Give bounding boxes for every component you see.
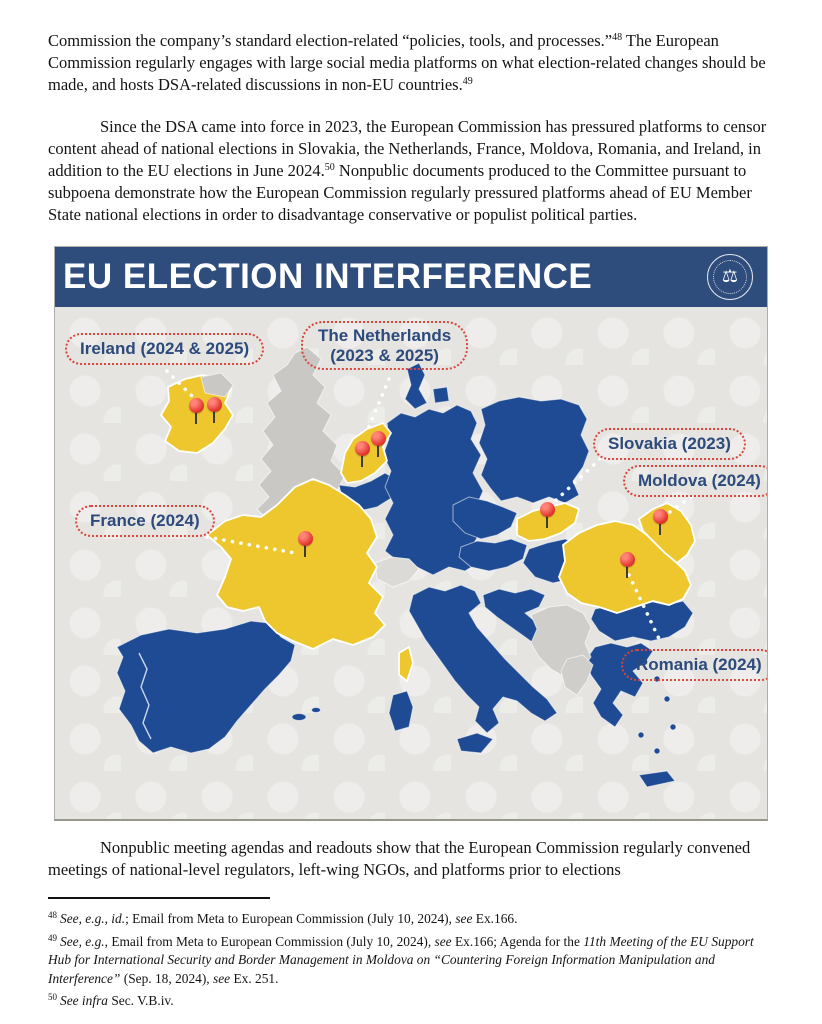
- footnote-50: [48, 988, 775, 1011]
- footnote-48-seg: ; Email from Meta to European Commission (July 10, 2024),: [125, 911, 456, 926]
- map-label-slovakia: Slovakia (2023): [593, 428, 746, 460]
- map-label-netherlands: [301, 321, 468, 370]
- map-label-romania: Romania (2024): [621, 649, 767, 681]
- map-pin-slovakia: [540, 502, 555, 517]
- footnote-ref-48: 48: [612, 32, 623, 43]
- greek-island: [664, 696, 670, 702]
- footnote-48-seg: See, e.g., id.: [60, 911, 126, 926]
- connector-netherlands: [367, 379, 389, 431]
- infographic-title: EU ELECTION INTERFERENCE: [63, 257, 593, 296]
- europe-map-svg: [55, 307, 767, 819]
- footnote-49-seg: Ex. 251.: [230, 970, 279, 986]
- island-corsica: [399, 647, 413, 681]
- map-pin-netherlands-1: [355, 441, 370, 456]
- greek-island: [670, 724, 676, 730]
- footnote-49-seg: See, e.g.: [60, 933, 105, 949]
- scales-of-justice-icon: ⚖: [713, 260, 747, 294]
- island-sardinia: [389, 691, 413, 731]
- paragraph-2-text-2: Nonpublic documents produced to the Committee pursuant to subpoena demonstrate how the European Commission regularly pressured platforms ahead of EU Member State national elections in order to disadvantage conservative or populist political parties.: [48, 161, 752, 224]
- map-label-netherlands-line2: (2023 & 2025): [330, 345, 439, 365]
- footnote-49-seg: Ex.166; Agenda for the: [451, 933, 584, 949]
- country-spain-portugal: [117, 621, 295, 753]
- map-pin-ireland-2: [207, 397, 222, 412]
- greek-island: [638, 732, 644, 738]
- paragraph-1: [48, 30, 775, 96]
- footnotes-section: [48, 906, 775, 1011]
- paragraph-1-text-2: The European Commission regularly engages with large social media platforms on what election-related changes should be made, and hosts DSA-related discussions in non-EU countries.: [48, 31, 766, 94]
- paragraph-3: [48, 837, 775, 881]
- map-label-france: France (2024): [75, 505, 215, 537]
- map-pin-netherlands-2: [371, 431, 386, 446]
- paragraph-2-text: Since the DSA came into force in 2023, the European Commission has pressured platforms to censor content ahead of national elections in Slovakia, the Netherlands, France, Moldova, Romania, and Ireland, in addition to the EU elections in June 2024.: [48, 117, 767, 180]
- eu-election-infographic: [54, 246, 768, 821]
- paragraph-1-text: Commission the company’s standard election-related “policies, tools, and processes.”: [48, 31, 613, 50]
- footnote-48-seg: Ex.166.: [472, 911, 518, 926]
- footnote-49-seg: , Email from Meta to European Commission (July 10, 2024),: [104, 933, 435, 949]
- country-france: [207, 479, 385, 649]
- footnote-49: [48, 929, 775, 989]
- judiciary-seal-icon: [707, 254, 753, 300]
- footnote-50-seg: See infra: [60, 993, 108, 1009]
- footnote-49-seg: see: [213, 970, 231, 986]
- footnote-ref-49: 49: [462, 76, 473, 87]
- island-crete: [639, 771, 675, 787]
- map-label-moldova: Moldova (2024): [623, 465, 767, 497]
- footnote-48-seg: see: [455, 911, 473, 926]
- map-label-netherlands-line1: The Netherlands: [318, 326, 452, 345]
- footnote-48: [48, 906, 775, 929]
- footnote-ref-50: 50: [324, 162, 335, 173]
- footnote-50-seg: Sec. V.B.iv.: [107, 993, 174, 1009]
- map-pin-moldova: [653, 509, 668, 524]
- island-mallorca: [292, 714, 306, 721]
- footnote-separator: [48, 897, 270, 899]
- europe-map: [55, 307, 767, 819]
- region-albania-macedonia: [561, 655, 593, 695]
- footnote-49-seg: see: [434, 933, 452, 949]
- footnote-50-number: 50: [48, 992, 57, 1003]
- greek-island: [654, 748, 660, 754]
- footnote-49-seg: 11th Meeting of the EU Support Hub for International Security and Border Management in Moldova on “Countering Foreign Information Manipulation and Interference”: [48, 933, 754, 986]
- map-label-ireland: Ireland (2024 & 2025): [65, 333, 264, 365]
- paragraph-2: [48, 116, 775, 226]
- island-menorca: [312, 708, 321, 713]
- map-pin-france: [298, 531, 313, 546]
- footnote-49-seg: (Sep. 18, 2024),: [120, 970, 214, 986]
- map-pin-ireland-1: [189, 398, 204, 413]
- infographic-header: [55, 247, 767, 307]
- map-pin-romania: [620, 552, 635, 567]
- paragraph-3-text: Nonpublic meeting agendas and readouts show that the European Commission regularly convened meetings of national-level regulators, left-wing NGOs, and platforms prior to elections: [48, 838, 751, 879]
- country-poland: [479, 397, 589, 503]
- island-sicily: [457, 733, 493, 753]
- footnote-49-number: 49: [48, 932, 57, 943]
- footnote-48-number: 48: [48, 910, 57, 920]
